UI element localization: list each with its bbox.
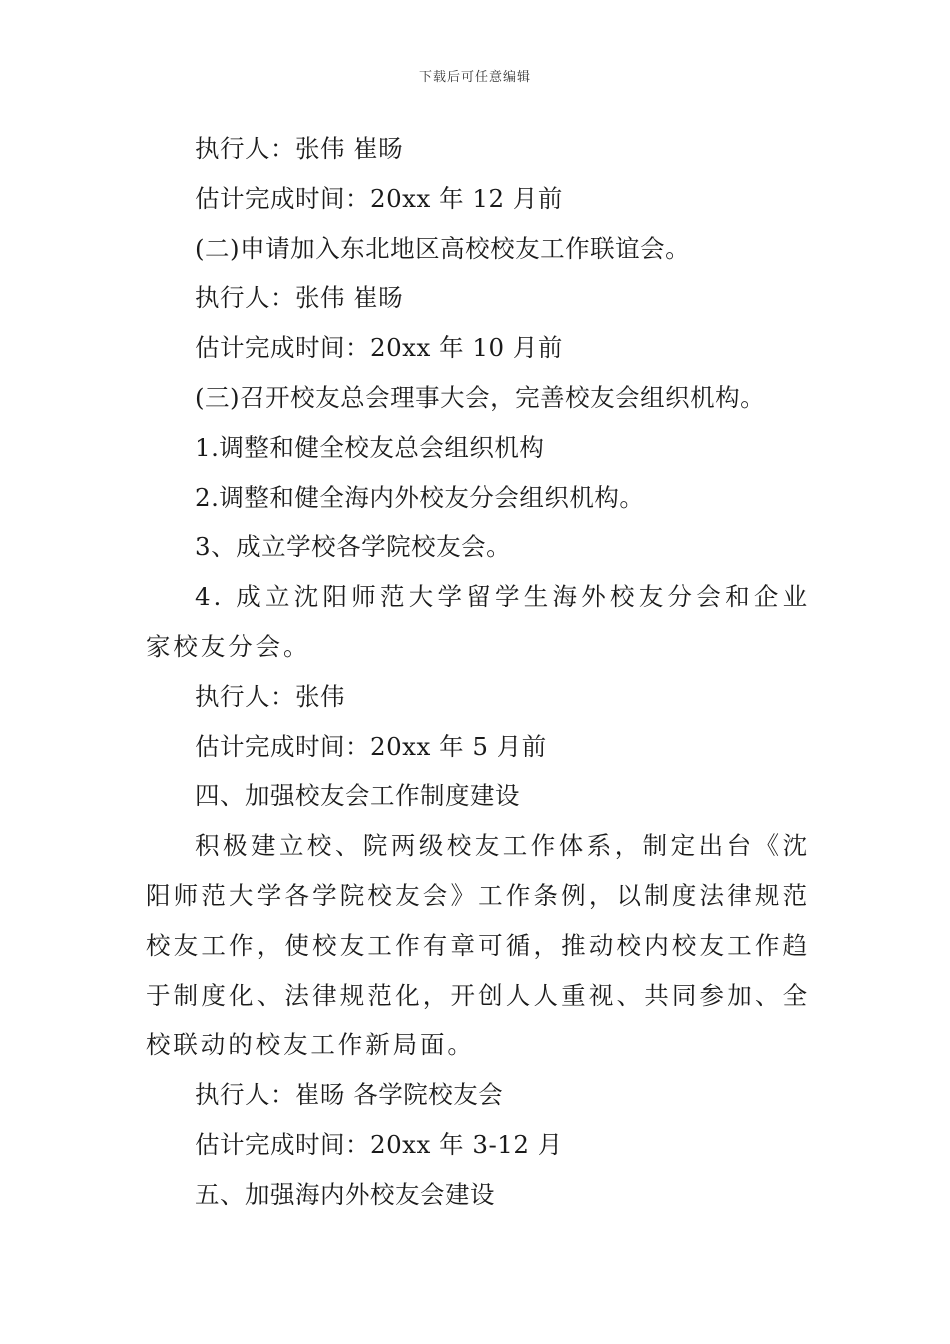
executor-line: 执行人：张伟 [195, 681, 345, 711]
document-body [146, 124, 810, 1220]
item-heading: (二)申请加入东北地区高校校友工作联谊会。 [195, 233, 691, 263]
list-item: 1.调整和健全校友总会组织机构 [195, 432, 545, 462]
executor-line: 执行人：张伟 崔旸 [195, 283, 404, 313]
body-paragraph: 积极建立校、院两级校友工作体系，制定出台《沈阳师范大学各学院校友会》工作条例，以制度法律规范校友工作，使校友工作有章可循，推动校内校友工作趋于制度化、法律规范化，开创人人重视、共同参加、全校联动的校友工作新局面。 [146, 831, 810, 1060]
section-heading: 五、加强海内外校友会建设 [195, 1179, 495, 1209]
list-item: 3、成立学校各学院校友会。 [195, 532, 512, 562]
deadline-line: 估计完成时间：20xx 年 5 月前 [195, 731, 547, 761]
deadline-line: 估计完成时间：20xx 年 12 月前 [195, 183, 563, 213]
page-header: 下载后可任意编辑 [418, 70, 531, 85]
item-heading: (三)召开校友总会理事大会，完善校友会组织机构。 [195, 382, 766, 412]
executor-line: 执行人：崔旸 各学院校友会 [195, 1080, 504, 1110]
list-item: 2.调整和健全海内外校友分会组织机构。 [195, 482, 645, 512]
list-item-paragraph: 4. 成立沈阳师范大学留学生海外校友分会和企业家校友分会。 [146, 582, 810, 661]
executor-line: 执行人：张伟 崔旸 [195, 134, 404, 163]
deadline-line: 估计完成时间：20xx 年 3-12 月 [195, 1129, 563, 1159]
section-heading: 四、加强校友会工作制度建设 [195, 781, 520, 811]
deadline-line: 估计完成时间：20xx 年 10 月前 [195, 333, 563, 363]
